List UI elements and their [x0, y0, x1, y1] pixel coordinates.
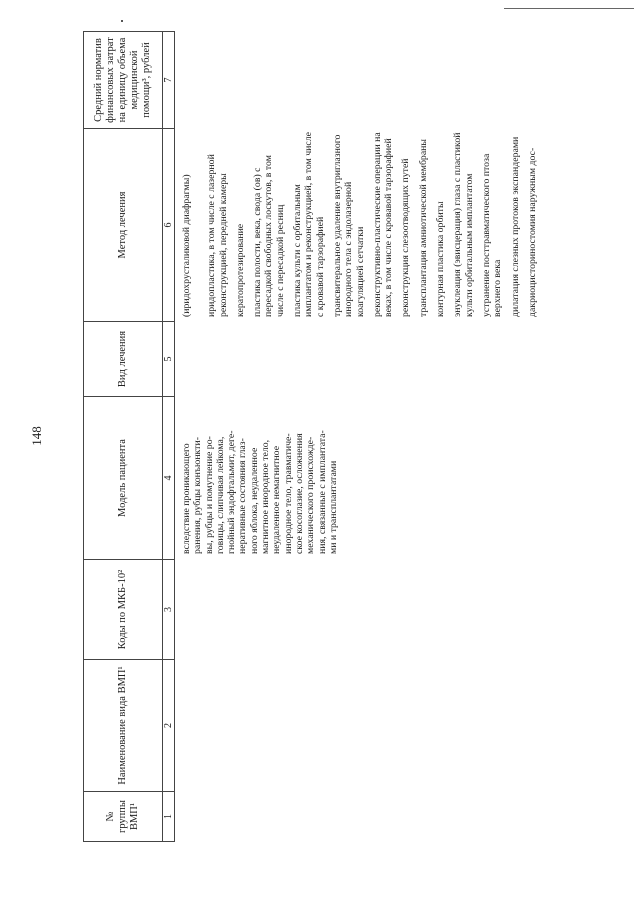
- patient-model-line: инородное тело, травматиче-: [282, 433, 294, 554]
- top-rule: [504, 8, 634, 9]
- header-patient-model: Модель пациента: [84, 397, 163, 560]
- treatment-method-item: реконструкция слезоотводящих путей: [400, 158, 412, 317]
- column-number: 4: [163, 397, 175, 560]
- patient-model-line: гнойный эндофтальмит, деге-: [226, 430, 238, 554]
- header-group-number: № группы ВМП¹: [84, 792, 163, 842]
- page-number: 148: [29, 426, 44, 446]
- treatment-method-item: реконструктивно-пластические операции на веках, в том числе с кровавой тарзорафией: [371, 132, 395, 317]
- header-vmp-name: Наименование вида ВМП¹: [84, 660, 163, 792]
- column-number: 1: [163, 792, 175, 842]
- patient-model-line: неративные состояния глаз-: [237, 438, 249, 554]
- patient-model-line: ранения, рубцы конъюнкти-: [192, 437, 204, 554]
- scan-speck: [121, 20, 123, 22]
- patient-model-line: механического происхожде-: [305, 436, 317, 554]
- treatment-method-item: дилатация слезных протоков экспандерами: [509, 136, 521, 317]
- patient-model-line: магнитное инородное тело,: [260, 439, 272, 554]
- treatment-method-item: иридопластика, в том числе с лазерной реконструкцией, передней камеры: [206, 154, 229, 317]
- column-number: 5: [163, 322, 175, 397]
- treatment-method-item: кератопротезирование: [234, 223, 246, 317]
- column-number: 3: [163, 560, 175, 660]
- treatment-method-item: пластика культи с орбитальным имплантатом и реконструкцией, в том числе с кровавой тарзорафией: [292, 131, 326, 317]
- treatment-method-item: пластика полости, века, свода (ов) с пересадкой свободных лоскутов, в том числе с пересадкой ресниц: [252, 155, 286, 317]
- treatment-method-item: устранение посттравматического птоза верхнего века: [480, 153, 504, 317]
- column-number: 2: [163, 660, 175, 792]
- patient-model-line: вследствие проникающего: [181, 443, 192, 554]
- vmp-table: [83, 31, 175, 842]
- rotated-table-area: [83, 32, 583, 842]
- patient-model-line: неудаленное немагнитное: [271, 445, 283, 554]
- treatment-method-item: (иридохрусталиковой диафрагмы): [181, 174, 192, 317]
- patient-model-line: ного яблока, неудаленное: [248, 447, 260, 554]
- patient-model-line: ми и трансплантатами: [327, 460, 339, 554]
- header-icd-codes: Коды по МКБ-10²: [84, 560, 163, 660]
- patient-model-line: ское косоглазие, осложнения: [293, 433, 305, 554]
- treatment-method-item: контурная пластика орбиты: [435, 201, 447, 317]
- patient-model-line: ния, связанные с имплантата-: [316, 430, 328, 554]
- treatment-method-item: трансвитеральное удаление внутриглазного инородного тела с эндолазерной коагуляцией сетчатки: [331, 134, 366, 317]
- column-number: 6: [163, 129, 175, 322]
- header-row: [84, 32, 163, 842]
- column-number: 7: [163, 32, 175, 129]
- header-treatment-type: Вид лечения: [84, 322, 163, 397]
- treatment-method-cell: [181, 132, 544, 317]
- treatment-method-item: энуклеация (эвисцерация) глаза с пластикой культи орбитальным имплантатом: [452, 132, 475, 317]
- column-number-row: [163, 32, 175, 842]
- patient-model-line: говицы, слипчивая лейкома,: [214, 436, 226, 554]
- patient-model-cell: [181, 404, 339, 554]
- treatment-method-item: дакриоцисториностомия наружным дос-: [526, 147, 538, 317]
- header-treatment-method: Метод лечения: [84, 129, 163, 322]
- header-cost-norm: Средний норматив финансовых затрат на единицу объема медицинской помощи³, рублей: [84, 32, 163, 129]
- patient-model-line: вы, рубцы и помутнение ро-: [203, 436, 215, 554]
- treatment-method-item: трансплантация амниотической мембраны: [417, 138, 429, 317]
